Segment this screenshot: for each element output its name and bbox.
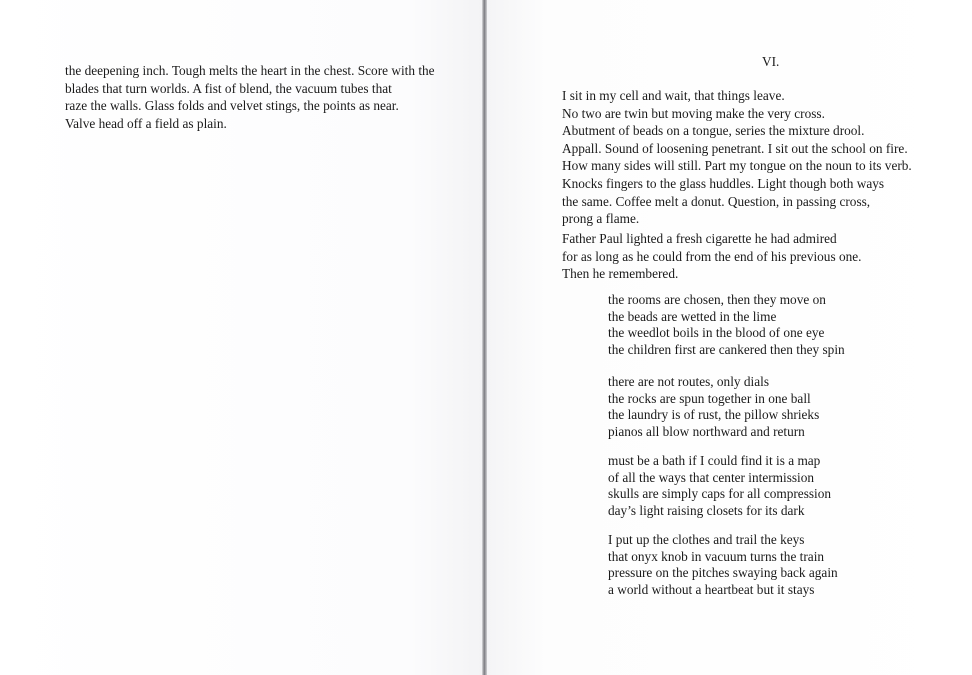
text-line: Appall. Sound of loosening penetrant. I sit out the school on fire.	[562, 140, 908, 156]
left-page	[0, 0, 482, 675]
text-line: How many sides will still. Part my tongue on the noun to its verb.	[562, 158, 912, 174]
text-line: blades that turn worlds. A fist of blend, the vacuum tubes that	[65, 80, 392, 96]
text-line: the same. Coffee melt a donut. Question, in passing cross,	[562, 193, 871, 209]
poem-line: pressure on the pitches swaying back again	[608, 565, 838, 580]
poem-line: a world without a heartbeat but it stays	[608, 581, 815, 597]
poem-line: the rocks are spun together in one ball	[608, 390, 811, 406]
text-line: for as long as he could from the end of his previous one.	[562, 248, 862, 264]
paragraph-2	[562, 230, 861, 283]
poem-stanza-3	[608, 453, 831, 519]
poem-line: the laundry is of rust, the pillow shrieks	[608, 407, 820, 422]
poem-line: of all the ways that center intermission	[608, 469, 815, 485]
poem-line: skulls are simply caps for all compression	[608, 486, 832, 501]
poem-line: day’s light raising closets for its dark	[608, 502, 805, 518]
text-line: No two are twin but moving make the very cross.	[562, 105, 825, 121]
poem-line: the children first are cankered then they spin	[608, 341, 845, 357]
text-line: I sit in my cell and wait, that things leave.	[562, 88, 785, 103]
poem-line: the rooms are chosen, then they move on	[608, 292, 826, 307]
poem-line: must be a bath if I could find it is a map	[608, 453, 821, 468]
poem-stanza-1	[608, 292, 845, 358]
paragraph-1	[562, 87, 912, 228]
left-page-text	[65, 62, 435, 132]
poem-line: there are not routes, only dials	[608, 374, 769, 389]
section-heading: VI.	[762, 54, 780, 69]
poem-line: I put up the clothes and trail the keys	[608, 532, 805, 547]
text-line: the deepening inch. Tough melts the heart in the chest. Score with the	[65, 63, 435, 78]
poem-line: the beads are wetted in the lime	[608, 308, 777, 324]
poem-stanza-4	[608, 532, 838, 598]
text-line: Then he remembered.	[562, 266, 679, 282]
poem-line: the weedlot boils in the blood of one eye	[608, 325, 825, 340]
text-line: Knocks fingers to the glass huddles. Light though both ways	[562, 175, 885, 191]
text-line: Valve head off a field as plain.	[65, 115, 227, 131]
text-line: raze the walls. Glass folds and velvet stings, the points as near.	[65, 98, 399, 114]
poem-line: pianos all blow northward and return	[608, 423, 805, 439]
text-line: Father Paul lighted a fresh cigarette he had admired	[562, 231, 837, 246]
text-line: Abutment of beads on a tongue, series the mixture drool.	[562, 123, 865, 139]
poem-line: that onyx knob in vacuum turns the train	[608, 548, 825, 564]
poem-stanza-2	[608, 374, 819, 440]
text-line: prong a flame.	[562, 211, 640, 227]
